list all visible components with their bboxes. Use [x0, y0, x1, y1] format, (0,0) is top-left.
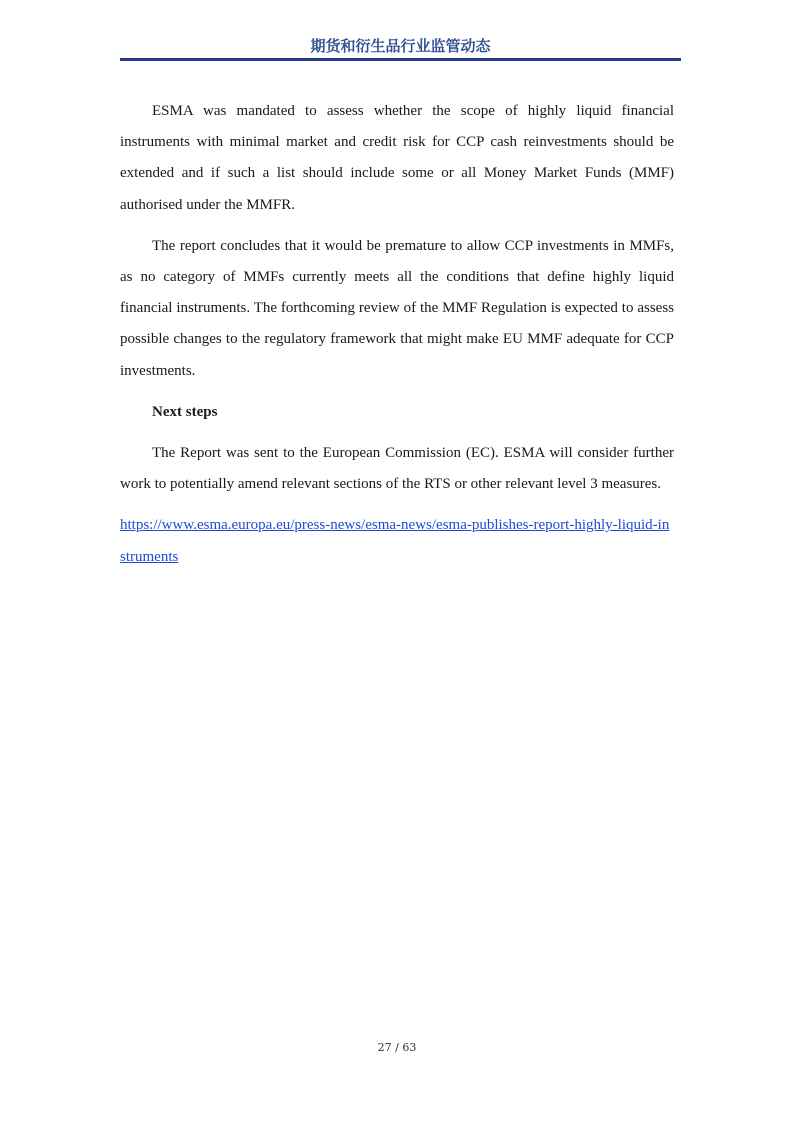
page-header [120, 36, 681, 62]
document-body [120, 96, 674, 573]
header-title: 期货和衍生品行业监管动态 [310, 37, 491, 55]
page-number: 27 / 63 [377, 1041, 417, 1054]
paragraph-next-steps: The Report was sent to the European Commission (EC). ESMA will consider further work to potentially amend relevant sections of the RTS or other relevant level 3 measures. [120, 445, 674, 493]
paragraph-scope: ESMA was mandated to assess whether the scope of highly liquid financial instruments with minimal market and credit risk for CCP cash reinvestments should be extended and if such a list should include some or all Money Market Funds (MMF) authorised under the MMFR. [120, 103, 674, 213]
source-link-block [120, 510, 674, 572]
source-link[interactable]: https://www.esma.europa.eu/press-news/esma-news/esma-publishes-report-highly-liquid-instruments [120, 517, 670, 565]
section-heading-next-steps: Next steps [152, 403, 218, 420]
header-divider [120, 58, 681, 61]
paragraph-conclusion: The report concludes that it would be premature to allow CCP investments in MMFs, as no category of MMFs currently meets all the conditions that define highly liquid financial instruments. The forthcoming review of the MMF Regulation is expected to assess possible changes to the regulatory framework that might make EU MMF adequate for CCP investments. [120, 237, 674, 379]
